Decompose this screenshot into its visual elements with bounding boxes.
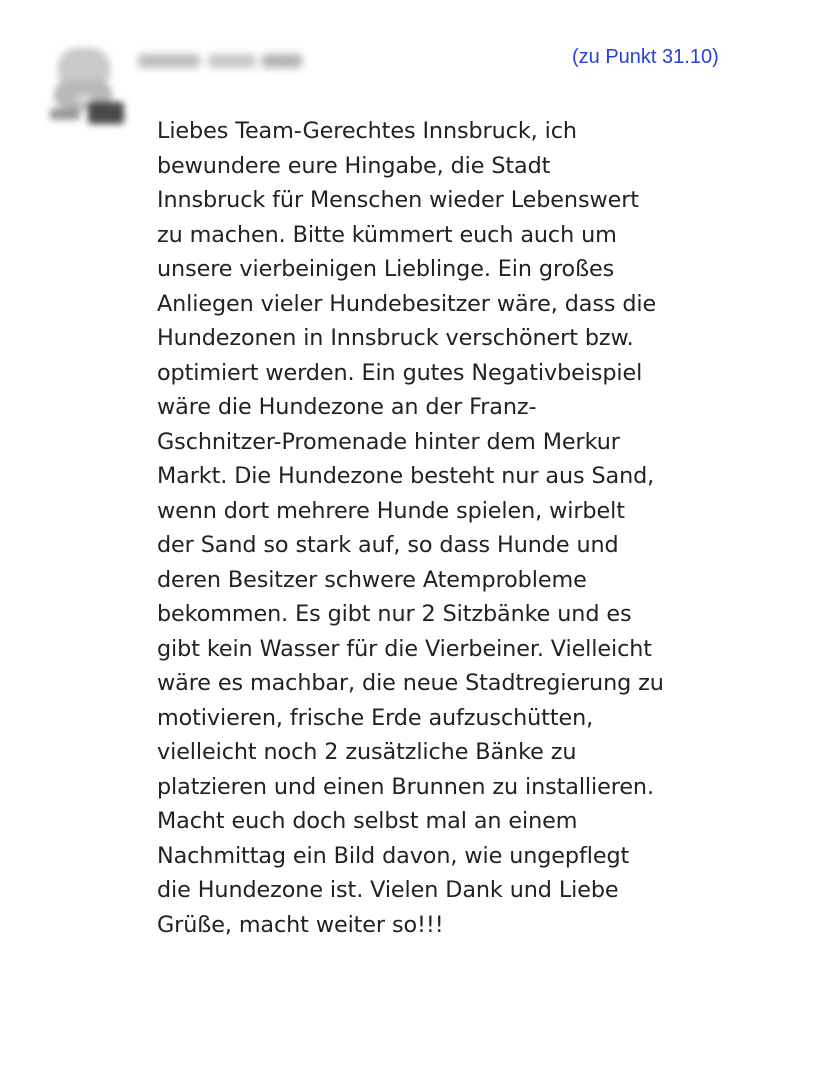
comment-line: Liebes Team-Gerechtes Innsbruck, ich [157,118,577,144]
avatar-blur-part [50,108,80,120]
comment-line: vielleicht noch 2 zusätzliche Bänke zu [157,739,577,765]
comment-line: Grüße, macht weiter so!!! [157,911,444,938]
name-blur-part [262,54,302,68]
comment-line: wäre es machbar, die neue Stadtregierung zu [157,670,664,696]
comment-line: gibt kein Wasser für die Vierbeiner. Vielleicht [157,635,652,662]
avatar-blur-part [76,94,92,104]
comment-line: Gschnitzer-Promenade hinter dem Merkur [157,428,620,455]
comment-line: Markt. Die Hundezone besteht nur aus Sand, [157,463,655,489]
comment-line: optimiert werden. Ein gutes Negativbeispiel [157,359,643,386]
comment-line: bekommen. Es gibt nur 2 Sitzbänke und es [157,601,632,627]
avatar-blur-part [88,102,124,124]
comment-line: Macht euch doch selbst mal an einem [157,808,578,834]
reference-note: (zu Punkt 31.10) [572,46,719,68]
comment-line: Nachmittag ein Bild davon, wie ungepflegt [157,842,630,869]
author-name-redacted[interactable] [138,48,306,74]
comment-line: wäre die Hundezone an der Franz- [157,394,537,420]
comment-line: platzieren und einen Brunnen zu installieren. [157,773,654,800]
comment-line: zu machen. Bitte kümmert euch auch um [157,221,617,248]
comment-line: deren Besitzer schwere Atemprobleme [157,566,587,593]
comment-line: Hundezonen in Innsbruck verschönert bzw. [157,325,634,351]
avatar[interactable] [48,42,126,126]
comment-line: unsere vierbeinigen Lieblinge. Ein großes [157,256,615,282]
comment-line: bewundere eure Hingabe, die Stadt [157,152,551,179]
comment-line: der Sand so stark auf, so dass Hunde und [157,532,619,558]
comment-line: Innsbruck für Menschen wieder Lebenswert [157,187,639,213]
comment-line: motivieren, frische Erde aufzuschütten, [157,704,594,731]
name-blur-part [138,54,200,68]
comment-text [157,114,777,942]
comment-line: die Hundezone ist. Vielen Dank und Liebe [157,877,619,903]
comment-line: Anliegen vieler Hundebesitzer wäre, dass die [157,290,657,317]
name-blur-part [208,54,256,68]
comment-line: wenn dort mehrere Hunde spielen, wirbelt [157,497,625,524]
